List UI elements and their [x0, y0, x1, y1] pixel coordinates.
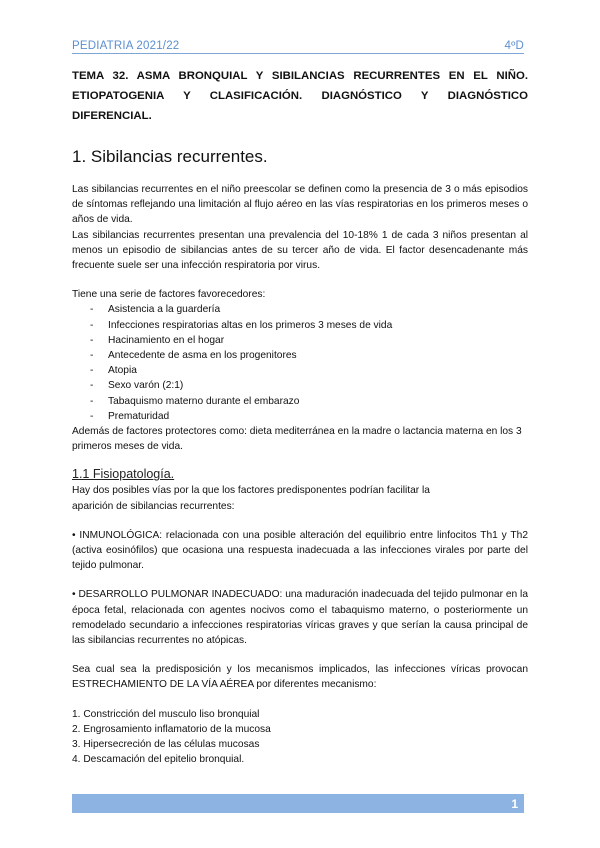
- list-item: - Hacinamiento en el hogar: [90, 334, 225, 346]
- factors-intro: Tiene una serie de factores favorecedores:: [72, 289, 266, 301]
- paragraph-vias-line2: aparición de sibilancias recurrentes:: [72, 500, 235, 512]
- page-header: [72, 36, 524, 54]
- list-item: - Tabaquismo materno durante el embarazo: [90, 395, 300, 407]
- paragraph-mecanismos: Sea cual sea la predisposición y los mecanismos implicados, las infecciones víricas provocan ESTRECHAMIENTO DE LA VÍA AÉREA por diferentes mecanismo:: [72, 664, 528, 691]
- page-number: 1: [511, 796, 518, 811]
- list-item: - Antecedente de asma en los progenitores: [90, 350, 297, 362]
- paragraph-protective: Además de factores protectores como: dieta mediterránea en la madre o lactancia materna en los 3 primeros meses de vida.: [72, 426, 522, 453]
- tema-title: TEMA 32. ASMA BRONQUIAL Y SIBILANCIAS RECURRENTES EN EL NIÑO. ETIOPATOGENIA Y CLASIFICACIÓN. DIAGNÓSTICO Y DIAGNÓSTICO DIFERENCIAL.: [72, 70, 528, 122]
- document-body: [72, 66, 528, 768]
- header-course: PEDIATRIA 2021/22: [72, 40, 180, 52]
- list-item: 3. Hipersecreción de las células mucosas: [72, 739, 260, 751]
- paragraph-prevalence: Las sibilancias recurrentes presentan una prevalencia del 10-18% 1 de cada 3 niños presentan al menos un episodio de sibilancias antes de su tercer año de vida. El factor desencadenante más frecuente suele ser una infección respiratoria por virus.: [72, 229, 528, 272]
- list-item: - Atopia: [90, 365, 137, 377]
- section-title: 1. Sibilancias recurrentes.: [72, 147, 268, 166]
- paragraph-inmunologica: • INMUNOLÓGICA: relacionada con una posible alteración del equilibrio entre linfocitos Th1 y Th2 (activa eosinófilos) que ocasiona una respuesta inadecuada a las infecciones virales por parte del tejido pulmonar.: [72, 529, 528, 572]
- factors-list: [72, 302, 528, 424]
- list-item: 4. Descamación del epitelio bronquial.: [72, 754, 245, 766]
- paragraph-desarrollo: • DESARROLLO PULMONAR INADECUADO: una maduración inadecuada del tejido pulmonar en la época fetal, relacionada con agentes nocivos como el tabaquismo materno, o posteriormente un remodelado secundario a infecciones respiratorias víricas graves y que serían la causa principal de las sibilancias recurrentes no atópicas.: [72, 589, 528, 647]
- header-group: 4ºD: [504, 40, 524, 52]
- list-item: - Prematuridad: [90, 410, 170, 422]
- paragraph-vias-line1: Hay dos posibles vías por la que los factores predisponentes podrían facilitar la: [72, 485, 430, 497]
- list-item: - Infecciones respiratorias altas en los primeros 3 meses de vida: [90, 319, 393, 331]
- subsection-title: 1.1 Fisiopatología.: [72, 467, 175, 482]
- list-item: - Sexo varón (2:1): [90, 380, 184, 392]
- list-item: - Asistencia a la guardería: [90, 304, 221, 316]
- list-item: 1. Constricción del musculo liso bronquial: [72, 708, 260, 720]
- paragraph-definition: Las sibilancias recurrentes en el niño preescolar se definen como la presencia de 3 o más episodios de síntomas reflejando una limitación al flujo aéreo en las vías respiratorias en los primeros meses o años de vida.: [72, 184, 528, 226]
- mechanisms-list: [72, 707, 528, 768]
- page-footer: [72, 794, 524, 813]
- list-item: 2. Engrosamiento inflamatorio de la mucosa: [72, 723, 271, 735]
